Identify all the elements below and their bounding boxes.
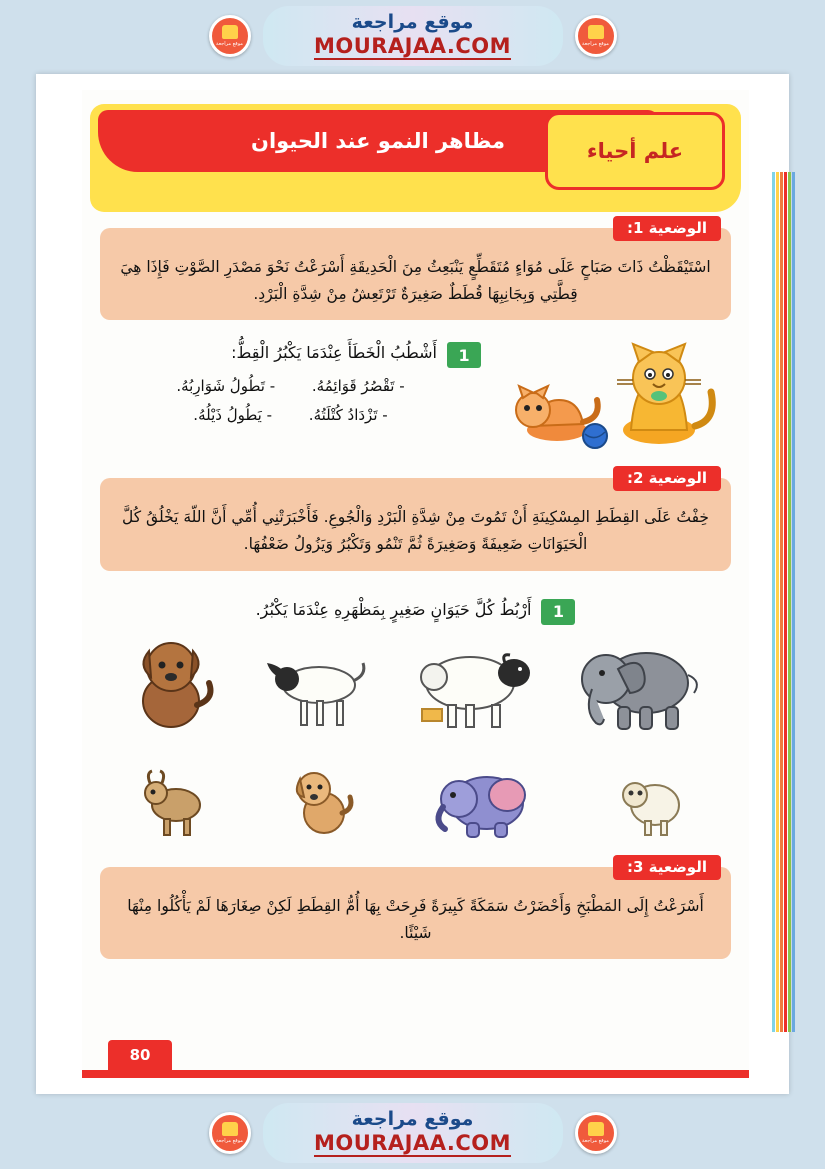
exercise-1-options <box>92 372 489 429</box>
figure-goat-adult[interactable] <box>253 635 383 735</box>
badge-label: موقع مراجعة <box>582 1138 609 1144</box>
footer-bar <box>82 1070 749 1078</box>
situation-3 <box>100 857 731 959</box>
animals-baby-row <box>104 761 727 841</box>
page-number: 80 <box>108 1040 172 1070</box>
dog-icon <box>117 635 227 735</box>
exercise-2-prompt-row <box>100 597 731 625</box>
exercise-2-prompt: أَرْبُطُ كُلَّ حَيَوَانٍ صَغِيرٍ بِمَظْهَرِهِ عِنْدَمَا يَكْبُرُ. <box>255 599 532 619</box>
animals-adult-row <box>104 635 727 735</box>
situation-1-tag: الوضعية 1: <box>613 216 721 241</box>
page-title: مظاهر النمو عند الحيوان <box>98 110 658 172</box>
option-item[interactable]: - تَقْصُرُ قَوَائِمُهُ. <box>311 377 405 396</box>
exercise-1-questions <box>82 326 499 429</box>
situation-2-tag: الوضعية 2: <box>613 466 721 491</box>
watermark-bottom <box>0 1097 825 1169</box>
figure-lamb[interactable] <box>609 761 699 841</box>
badge-label: موقع مراجعة <box>216 1138 243 1144</box>
document-page <box>36 74 789 1094</box>
badge-icon <box>222 25 238 39</box>
situation-1-text: اسْتَيْقَظْتُ ذَاتَ صَبَاحٍ عَلَى مُوَاءٍ مُتَقَطِّعٍ يَنْبَعِثُ مِنَ الْحَدِيقَةِ أَسْرَعْتُ نَحْوَ مَصْدَرِ الصَّوْتِ فَإِذَا هِيَ قِطَّتِي وَبِجَانِبِهَا قُطَطٌ صَغِيرَةٌ تَرْتَعِشُ مِنْ شِدَّةِ الْبَرْدِ. <box>120 258 711 304</box>
situation-2-text: خِفْتُ عَلَى القِطَطِ المِسْكِينَةِ أَنْ تَمُوتَ مِنْ شِدَّةِ الْبَرْدِ وَالْجُوعِ. فَأَخْبَرَتْنِي أُمِّي أَنَّ اللّهَ يَخْلُقُ كُلَّ الْحَيَوَانَاتِ ضَعِيفَةً وَصَغِيرَةً ثُمَّ تَنْمُو وَتَكْبُرُ وَيَزُولُ ضَعْفُهَا. <box>122 508 709 554</box>
puppy-icon <box>278 761 368 841</box>
page-content <box>82 90 749 1078</box>
watermark-badge-right <box>209 1112 251 1154</box>
badge-label: موقع مراجعة <box>582 41 609 47</box>
situation-3-text: أَسْرَعْتُ إِلَى المَطْبَخِ وَأَحْضَرْتُ سَمَكَةً كَبِيرَةً فَرِحَتْ بِهَا أُمُّ القِطَطِ لَكِنْ صِغَارَهَا لَمْ يَأْكُلُوا مِنْهَا شَيْئًا. <box>127 896 704 942</box>
cat-drawing-icon <box>499 326 749 456</box>
situation-2 <box>100 469 731 570</box>
figure-dog-adult[interactable] <box>117 635 227 735</box>
watermark-pill-top <box>263 6 563 66</box>
watermark-line1: موقع مراجعة <box>351 1108 474 1130</box>
exercise-2-number: 1 <box>541 599 575 625</box>
watermark-badge-right <box>209 15 251 57</box>
badge-label: موقع مراجعة <box>216 41 243 47</box>
baby-elephant-icon <box>423 761 553 841</box>
figure-sheep[interactable] <box>408 635 548 735</box>
watermark-top <box>0 0 825 72</box>
badge-icon <box>588 1122 604 1136</box>
elephant-icon <box>574 635 714 735</box>
figure-baby-elephant[interactable] <box>423 761 553 841</box>
watermark-line1: موقع مراجعة <box>351 11 474 33</box>
watermark-line2: MOURAJAA.COM <box>314 34 511 60</box>
option-item[interactable]: - تَزْدَادُ كُتْلَتُهُ. <box>308 405 388 424</box>
situation-1 <box>100 219 731 320</box>
goat-icon <box>253 635 383 735</box>
watermark-pill-bottom <box>263 1103 563 1163</box>
cat-illustration <box>499 326 749 456</box>
page-header <box>90 104 741 212</box>
exercise-1-prompt-row <box>100 340 481 368</box>
exercise-1-number: 1 <box>447 342 481 368</box>
watermark-line2: MOURAJAA.COM <box>314 1131 511 1157</box>
badge-icon <box>588 25 604 39</box>
figure-elephant[interactable] <box>574 635 714 735</box>
lamb-icon <box>609 761 699 841</box>
situation-3-tag: الوضعية 3: <box>613 855 721 880</box>
option-item[interactable]: - تَطُولُ شَوَارِبُهُ. <box>176 377 276 396</box>
figure-puppy[interactable] <box>278 761 368 841</box>
sheep-icon <box>408 635 548 735</box>
option-item[interactable]: - يَطُولُ ذَيْلُهُ. <box>193 405 273 424</box>
exercise-1-block <box>82 326 749 456</box>
watermark-badge-left <box>575 15 617 57</box>
figure-kid-goat[interactable] <box>132 761 222 841</box>
subject-label: علم أحياء <box>545 112 725 190</box>
book-edge-decoration <box>772 172 798 1032</box>
exercise-1-prompt: أَشْطُبُ الْخَطَأَ عِنْدَمَا يَكْبُرُ الْقِطُّ: <box>231 343 437 363</box>
watermark-badge-left <box>575 1112 617 1154</box>
badge-icon <box>222 1122 238 1136</box>
kid-goat-icon <box>132 761 222 841</box>
